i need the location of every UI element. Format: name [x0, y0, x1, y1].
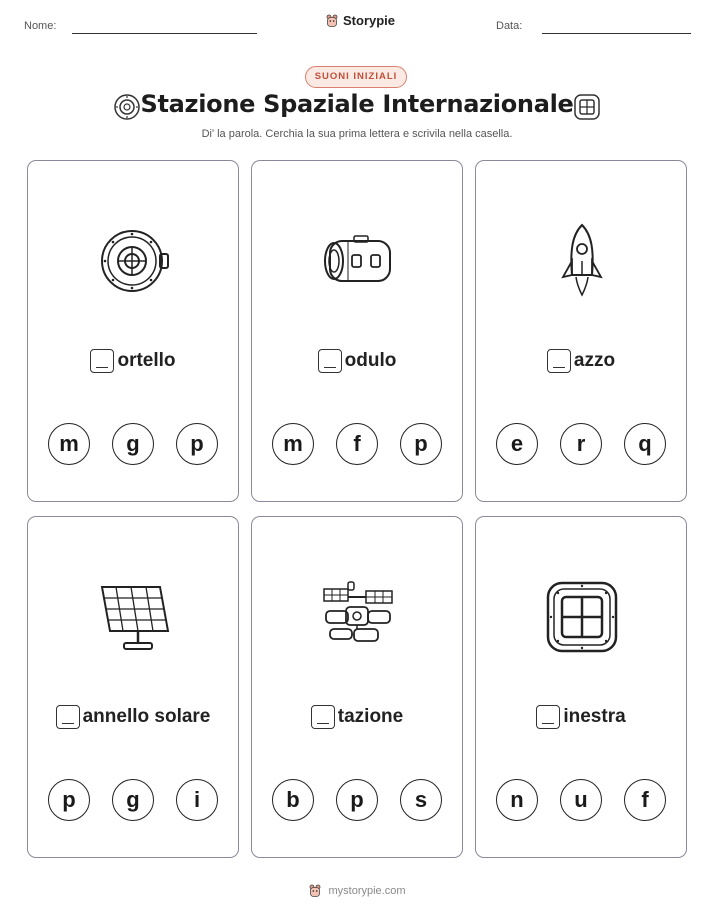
letter-options: [252, 779, 462, 821]
name-label: Nome:: [24, 20, 57, 32]
letter-option[interactable]: r: [560, 423, 602, 465]
brand-name: Storypie: [343, 13, 396, 28]
letter-option[interactable]: g: [112, 423, 154, 465]
brand-logo: [325, 13, 395, 28]
letter-option[interactable]: s: [400, 779, 442, 821]
word-row: [28, 349, 238, 373]
answer-box[interactable]: [318, 349, 342, 373]
letter-option[interactable]: n: [496, 779, 538, 821]
word-row: [28, 705, 238, 729]
date-label: Data:: [496, 20, 523, 32]
name-line[interactable]: [72, 33, 257, 34]
letter-option[interactable]: p: [176, 423, 218, 465]
word-card: [27, 160, 239, 502]
letter-option[interactable]: m: [272, 423, 314, 465]
word-card: [27, 516, 239, 858]
word-row: [252, 349, 462, 373]
word-ending: annello solare: [82, 706, 211, 727]
window-icon: [573, 93, 601, 121]
window-icon: [542, 577, 622, 657]
word-card: [475, 160, 687, 502]
porthole-hatch-icon: [94, 221, 174, 301]
letter-option[interactable]: m: [48, 423, 90, 465]
letter-option[interactable]: f: [624, 779, 666, 821]
word-ending: odulo: [344, 350, 397, 371]
word-card: [251, 160, 463, 502]
letter-options: [252, 423, 462, 465]
answer-box[interactable]: [536, 705, 560, 729]
word-card: [475, 516, 687, 858]
letter-option[interactable]: f: [336, 423, 378, 465]
letter-options: [476, 423, 686, 465]
answer-box[interactable]: [547, 349, 571, 373]
solar-panel-icon: [94, 577, 174, 657]
word-card: [251, 516, 463, 858]
word-row: [476, 349, 686, 373]
letter-option[interactable]: i: [176, 779, 218, 821]
space-station-icon: [318, 577, 398, 657]
word-ending: inestra: [563, 706, 626, 727]
category-badge: SUONI INIZIALI: [305, 66, 407, 88]
letter-option[interactable]: g: [112, 779, 154, 821]
letter-option[interactable]: q: [624, 423, 666, 465]
letter-option[interactable]: p: [336, 779, 378, 821]
mascot-icon: [308, 884, 322, 898]
answer-box[interactable]: [311, 705, 335, 729]
letter-options: [28, 423, 238, 465]
word-ending: azzo: [573, 350, 616, 371]
word-ending: tazione: [337, 706, 404, 727]
answer-box[interactable]: [56, 705, 80, 729]
answer-box[interactable]: [90, 349, 114, 373]
space-module-icon: [318, 221, 398, 301]
footer-site[interactable]: mystorypie.com: [328, 885, 406, 897]
page-title: Stazione Spaziale Internazionale: [140, 90, 574, 118]
rocket-icon: [542, 221, 622, 301]
word-row: [252, 705, 462, 729]
letter-option[interactable]: u: [560, 779, 602, 821]
letter-option[interactable]: e: [496, 423, 538, 465]
instructions: Di' la parola. Cerchia la sua prima lettera e scrivila nella casella.: [201, 128, 513, 140]
word-ending: ortello: [117, 350, 176, 371]
letter-options: [28, 779, 238, 821]
footer: [0, 884, 714, 898]
letter-option[interactable]: p: [400, 423, 442, 465]
word-row: [476, 705, 686, 729]
letter-options: [476, 779, 686, 821]
letter-option[interactable]: p: [48, 779, 90, 821]
date-line[interactable]: [542, 33, 691, 34]
letter-option[interactable]: b: [272, 779, 314, 821]
mascot-icon: [325, 14, 339, 28]
